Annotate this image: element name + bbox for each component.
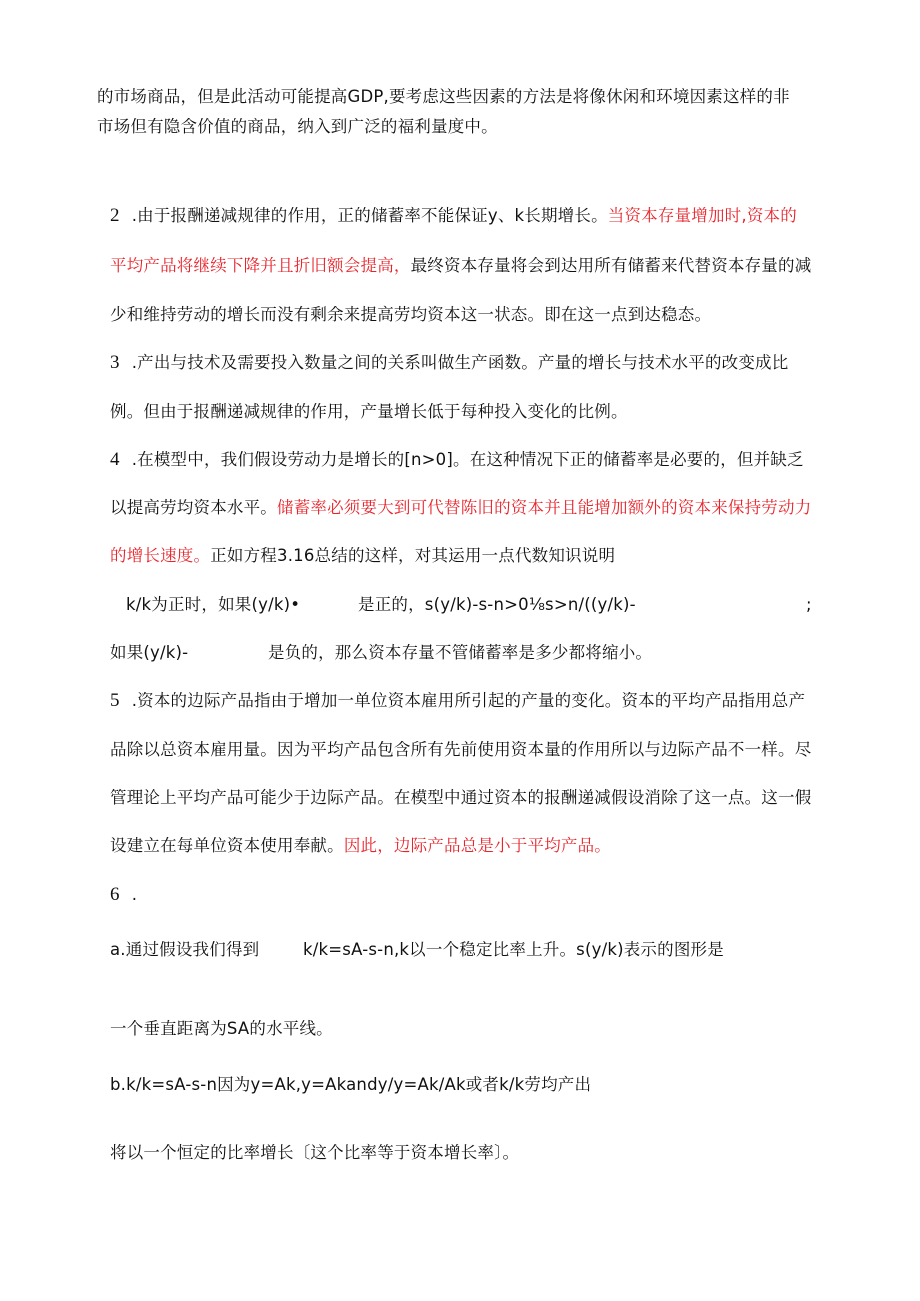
item2-highlight-2: 平均产品将继续下降并且折旧额会提高， bbox=[110, 256, 411, 275]
item2-text-3: 少和维持劳动的增长而没有剩余来提高劳均资本这一状态。即在这一点到达稳态。 bbox=[110, 305, 712, 324]
item6-a-text-3: 一个垂直距离为SA的水平线。 bbox=[110, 1019, 333, 1038]
item6-a-line-2 bbox=[110, 1018, 333, 1040]
item5-number: 5 bbox=[110, 690, 120, 711]
item6-b-text-1: b.k/k=sA-s-n因为y=Ak,y=Akandy/y=Ak/Ak或者k/k劳均产出 bbox=[110, 1075, 592, 1094]
item2-text-1a: .由于报酬递减规律的作用，正的储蓄率不能保证y、k长期增长。 bbox=[131, 206, 608, 225]
item4-highlight-1: 储蓄率必须要大到可代替陈旧的资本并且能增加额外的资本来保持劳动力 bbox=[277, 498, 812, 517]
item6-b-line-1 bbox=[110, 1074, 591, 1096]
item6-b-text-2: 将以一个恒定的比率增长〔这个比率等于资本增长率〕。 bbox=[110, 1143, 520, 1162]
item4-line-1 bbox=[110, 449, 804, 471]
item4-number: 4 bbox=[110, 449, 120, 470]
item4-formula-2b bbox=[268, 642, 652, 664]
item6-a-text-1: a.通过假设我们得到 bbox=[110, 940, 260, 959]
intro-line-1 bbox=[97, 86, 790, 108]
item2-number: 2 bbox=[110, 205, 120, 226]
item6-a-text-2: k/k=sA-s-n,k以一个稳定比率上升。s(y/k)表示的图形是 bbox=[303, 940, 724, 959]
item4-formula-1a bbox=[126, 594, 300, 616]
item2-line-3 bbox=[110, 304, 711, 326]
item4-line-3 bbox=[110, 545, 615, 567]
item4-text-1: .在模型中，我们假设劳动力是增长的[n>0]。在这种情况下正的储蓄率是必要的，但并缺乏 bbox=[131, 450, 804, 469]
item6-line-1 bbox=[110, 884, 137, 906]
item4-formula-1c bbox=[806, 594, 812, 616]
item5-line-1 bbox=[110, 690, 805, 712]
item5-line-2 bbox=[110, 739, 811, 761]
item4-text-3b: 正如方程3.16总结的这样，对其运用一点代数知识说明 bbox=[210, 546, 616, 565]
item5-text-2: 品除以总资本雇用量。因为平均产品包含所有先前使用资本量的作用所以与边际产品不一样。尽 bbox=[110, 740, 812, 759]
item4-formula-text-1a: k/k为正时，如果(y/k)• bbox=[126, 595, 301, 614]
item4-text-2a: 以提高劳均资本水平。 bbox=[110, 498, 277, 517]
item6-dot: . bbox=[131, 885, 138, 904]
item3-line-1 bbox=[110, 352, 788, 374]
intro-text-1: 的市场商品，但是此活动可能提高GDP,要考虑这些因素的方法是将像休闲和环境因素这样的非 bbox=[97, 87, 790, 106]
item4-formula-2a bbox=[110, 642, 188, 664]
item6-number: 6 bbox=[110, 884, 120, 905]
item4-formula-text-2a: 如果(y/k)- bbox=[110, 643, 189, 662]
intro-line-2 bbox=[97, 116, 498, 138]
item3-line-2 bbox=[110, 401, 628, 423]
item3-number: 3 bbox=[110, 352, 120, 373]
item6-a-line-1a bbox=[110, 939, 259, 961]
item6-b-line-2 bbox=[110, 1142, 519, 1164]
item4-formula-text-1b: 是正的，s(y/k)-s-n>0⅛s>n/((y/k)- bbox=[358, 595, 636, 614]
item4-highlight-2: 的增长速度。 bbox=[110, 546, 211, 565]
item3-text-1: .产出与技术及需要投入数量之间的关系叫做生产函数。产量的增长与技术水平的改变成比 bbox=[131, 353, 789, 372]
item5-text-1: .资本的边际产品指由于增加一单位资本雇用所引起的产量的变化。资本的平均产品指用总产 bbox=[131, 691, 806, 710]
item5-text-3: 管理论上平均产品可能少于边际产品。在模型中通过资本的报酬递减假设消除了这一点。这一假 bbox=[110, 788, 812, 807]
item4-formula-1b bbox=[358, 594, 636, 616]
item5-highlight-1: 因此，边际产品总是小于平均产品。 bbox=[343, 836, 612, 855]
item4-line-2 bbox=[110, 497, 811, 519]
item5-line-4 bbox=[110, 835, 611, 857]
item3-text-2: 例。但由于报酬递减规律的作用，产量增长低于每种投入变化的比例。 bbox=[110, 402, 628, 421]
item5-text-4a: 设建立在每单位资本使用奉献。 bbox=[110, 836, 344, 855]
item4-formula-text-2b: 是负的，那么资本存量不管储蓄率是多少都将缩小。 bbox=[268, 643, 653, 662]
item2-line-1 bbox=[110, 205, 797, 227]
item2-text-2b: 最终资本存量将会到达用所有储蓄来代替资本存量的减 bbox=[410, 256, 812, 275]
item5-line-3 bbox=[110, 787, 811, 809]
item2-line-2 bbox=[110, 255, 811, 277]
intro-text-2: 市场但有隐含价值的商品，纳入到广泛的福利量度中。 bbox=[97, 117, 498, 136]
item4-formula-text-1c: ; bbox=[806, 595, 812, 614]
item2-highlight-1: 当资本存量增加时,资本的 bbox=[607, 206, 797, 225]
item6-a-line-1b bbox=[303, 939, 724, 961]
